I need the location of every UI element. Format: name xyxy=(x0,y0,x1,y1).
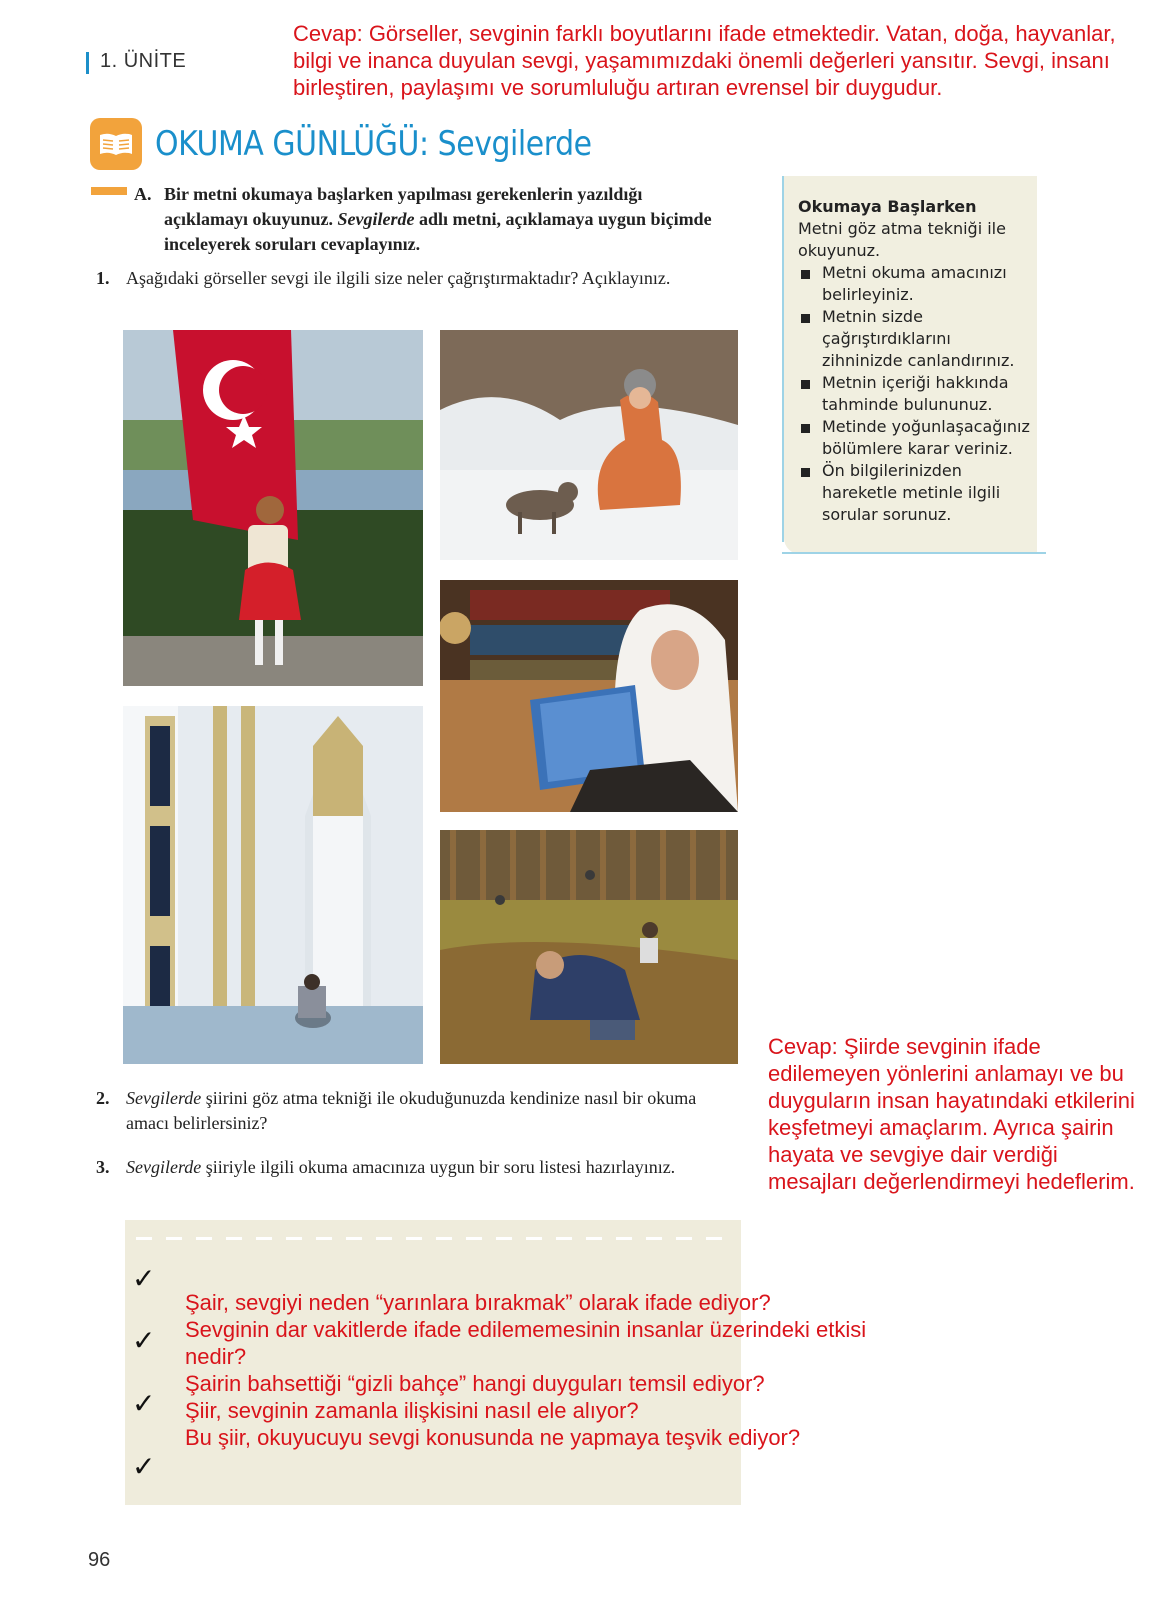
question-list-item: Şiir, sevginin zamanla ilişkisini nasıl ele alıyor? xyxy=(185,1398,639,1423)
tips-item: Metinde yoğunlaşacağınız bölümlere karar veriniz. xyxy=(798,416,1034,460)
tips-intro: Metni göz atma tekniği ile okuyunuz. xyxy=(798,219,1006,260)
square-bullet-icon xyxy=(801,468,810,477)
section-text-2: adlı metni, açıklamaya uygun biçimde inceleyerek soruları cevaplayınız. xyxy=(164,209,712,254)
question-1 xyxy=(96,266,696,291)
tips-item: Ön bilgilerinizden hareketle metinle ilgili sorular sorunuz. xyxy=(798,460,1034,526)
poem-title: Sevgilerde xyxy=(126,1088,202,1108)
woman-with-cat-photo xyxy=(440,330,738,560)
dashed-divider xyxy=(136,1237,736,1240)
tips-box-border xyxy=(782,176,784,542)
unit-marker xyxy=(86,52,89,74)
question-text: şiiriyle ilgili okuma amacınıza uygun bir soru listesi hazırlayınız. xyxy=(201,1157,676,1177)
question-number: 1. xyxy=(96,268,110,288)
tips-list xyxy=(798,262,1034,526)
question-3 xyxy=(96,1155,736,1180)
poem-title: Sevgilerde xyxy=(126,1157,202,1177)
square-bullet-icon xyxy=(801,424,810,433)
woman-reading-photo xyxy=(440,580,738,812)
section-text-1: Bir metni okumaya başlarken yapılması gerekenlerin yazıldığı açıklamayı okuyunuz. xyxy=(164,184,643,229)
tips-item: Metnin sizde çağrıştırdıklarını zihninizde canlandırınız. xyxy=(798,306,1034,372)
images-answer: Cevap: Görseller, sevginin farklı boyutlarını ifade etmektedir. Vatan, doğa, hayvanlar, bilgi ve inanca duyulan sevgi, yaşamımızdaki önemli değerleri yansıtır. Sevgi, insanı birleştiren, paylaşımı ve sorumluluğu artıran evrensel bir duygudur. xyxy=(293,21,1116,100)
question-list-item: Şairin bahsettiği “gizli bahçe” hangi duyguları temsil ediyor? xyxy=(185,1371,765,1396)
question-list-answer xyxy=(185,1289,905,1451)
section-text-italic: Sevgilerde xyxy=(337,209,415,229)
reading-purpose-answer: Cevap: Şiirde sevginin ifade edilemeyen yönlerini anlamayı ve bu duyguların insan hayatındaki etkilerini keşfetmeyi amaçlarım. Ayrıca şairin hayata ve sevgiye dair verdiği mesajları değerlendirmeyi hedeflerim. xyxy=(768,1034,1135,1194)
mosque-prayer-photo xyxy=(123,706,423,1064)
section-letter: A. xyxy=(134,184,152,204)
reading-tips-content xyxy=(798,196,1034,526)
section-a-instruction xyxy=(134,182,724,257)
title-name: Sevgilerde xyxy=(437,124,592,164)
tips-title: Okumaya Başlarken xyxy=(798,197,977,216)
section-marker xyxy=(91,187,127,195)
question-number: 2. xyxy=(96,1088,110,1108)
open-book-icon xyxy=(90,118,142,170)
square-bullet-icon xyxy=(801,380,810,389)
unit-label: 1. ÜNİTE xyxy=(100,50,187,72)
square-bullet-icon xyxy=(801,314,810,323)
title-prefix: OKUMA GÜNLÜĞÜ: xyxy=(155,124,429,164)
square-bullet-icon xyxy=(801,270,810,279)
tips-item: Metni okuma amacınızı belirleyiniz. xyxy=(798,262,1034,306)
question-number: 3. xyxy=(96,1157,110,1177)
question-list-item: Sevginin dar vakitlerde ifade edilememesinin insanlar üzerindeki etkisi nedir? xyxy=(185,1317,867,1369)
checkmark-icon: ✓ xyxy=(132,1387,156,1420)
tips-item: Metnin içeriği hakkında tahminde bulununuz. xyxy=(798,372,1034,416)
question-text: şiirini göz atma tekniği ile okuduğunuzda kendinize nasıl bir okuma amacı belirlersiniz? xyxy=(126,1088,697,1133)
checkmark-icon: ✓ xyxy=(132,1324,156,1357)
page-number: 96 xyxy=(88,1549,111,1571)
question-text: Aşağıdaki görseller sevgi ile ilgili size neler çağrıştırmaktadır? Açıklayınız. xyxy=(126,268,671,288)
question-list-item: Şair, sevgiyi neden “yarınlara bırakmak” olarak ifade ediyor? xyxy=(185,1290,771,1315)
tree-planting-photo xyxy=(440,830,738,1064)
question-list-item: Bu şiir, okuyucuyu sevgi konusunda ne yapmaya teşvik ediyor? xyxy=(185,1425,801,1450)
checkmark-icon: ✓ xyxy=(132,1450,156,1483)
checkmark-icon: ✓ xyxy=(132,1262,156,1295)
page-title xyxy=(155,124,592,164)
question-2 xyxy=(96,1086,736,1136)
turkish-flag-photo xyxy=(123,330,423,686)
tips-box-border-bottom xyxy=(782,552,1046,554)
